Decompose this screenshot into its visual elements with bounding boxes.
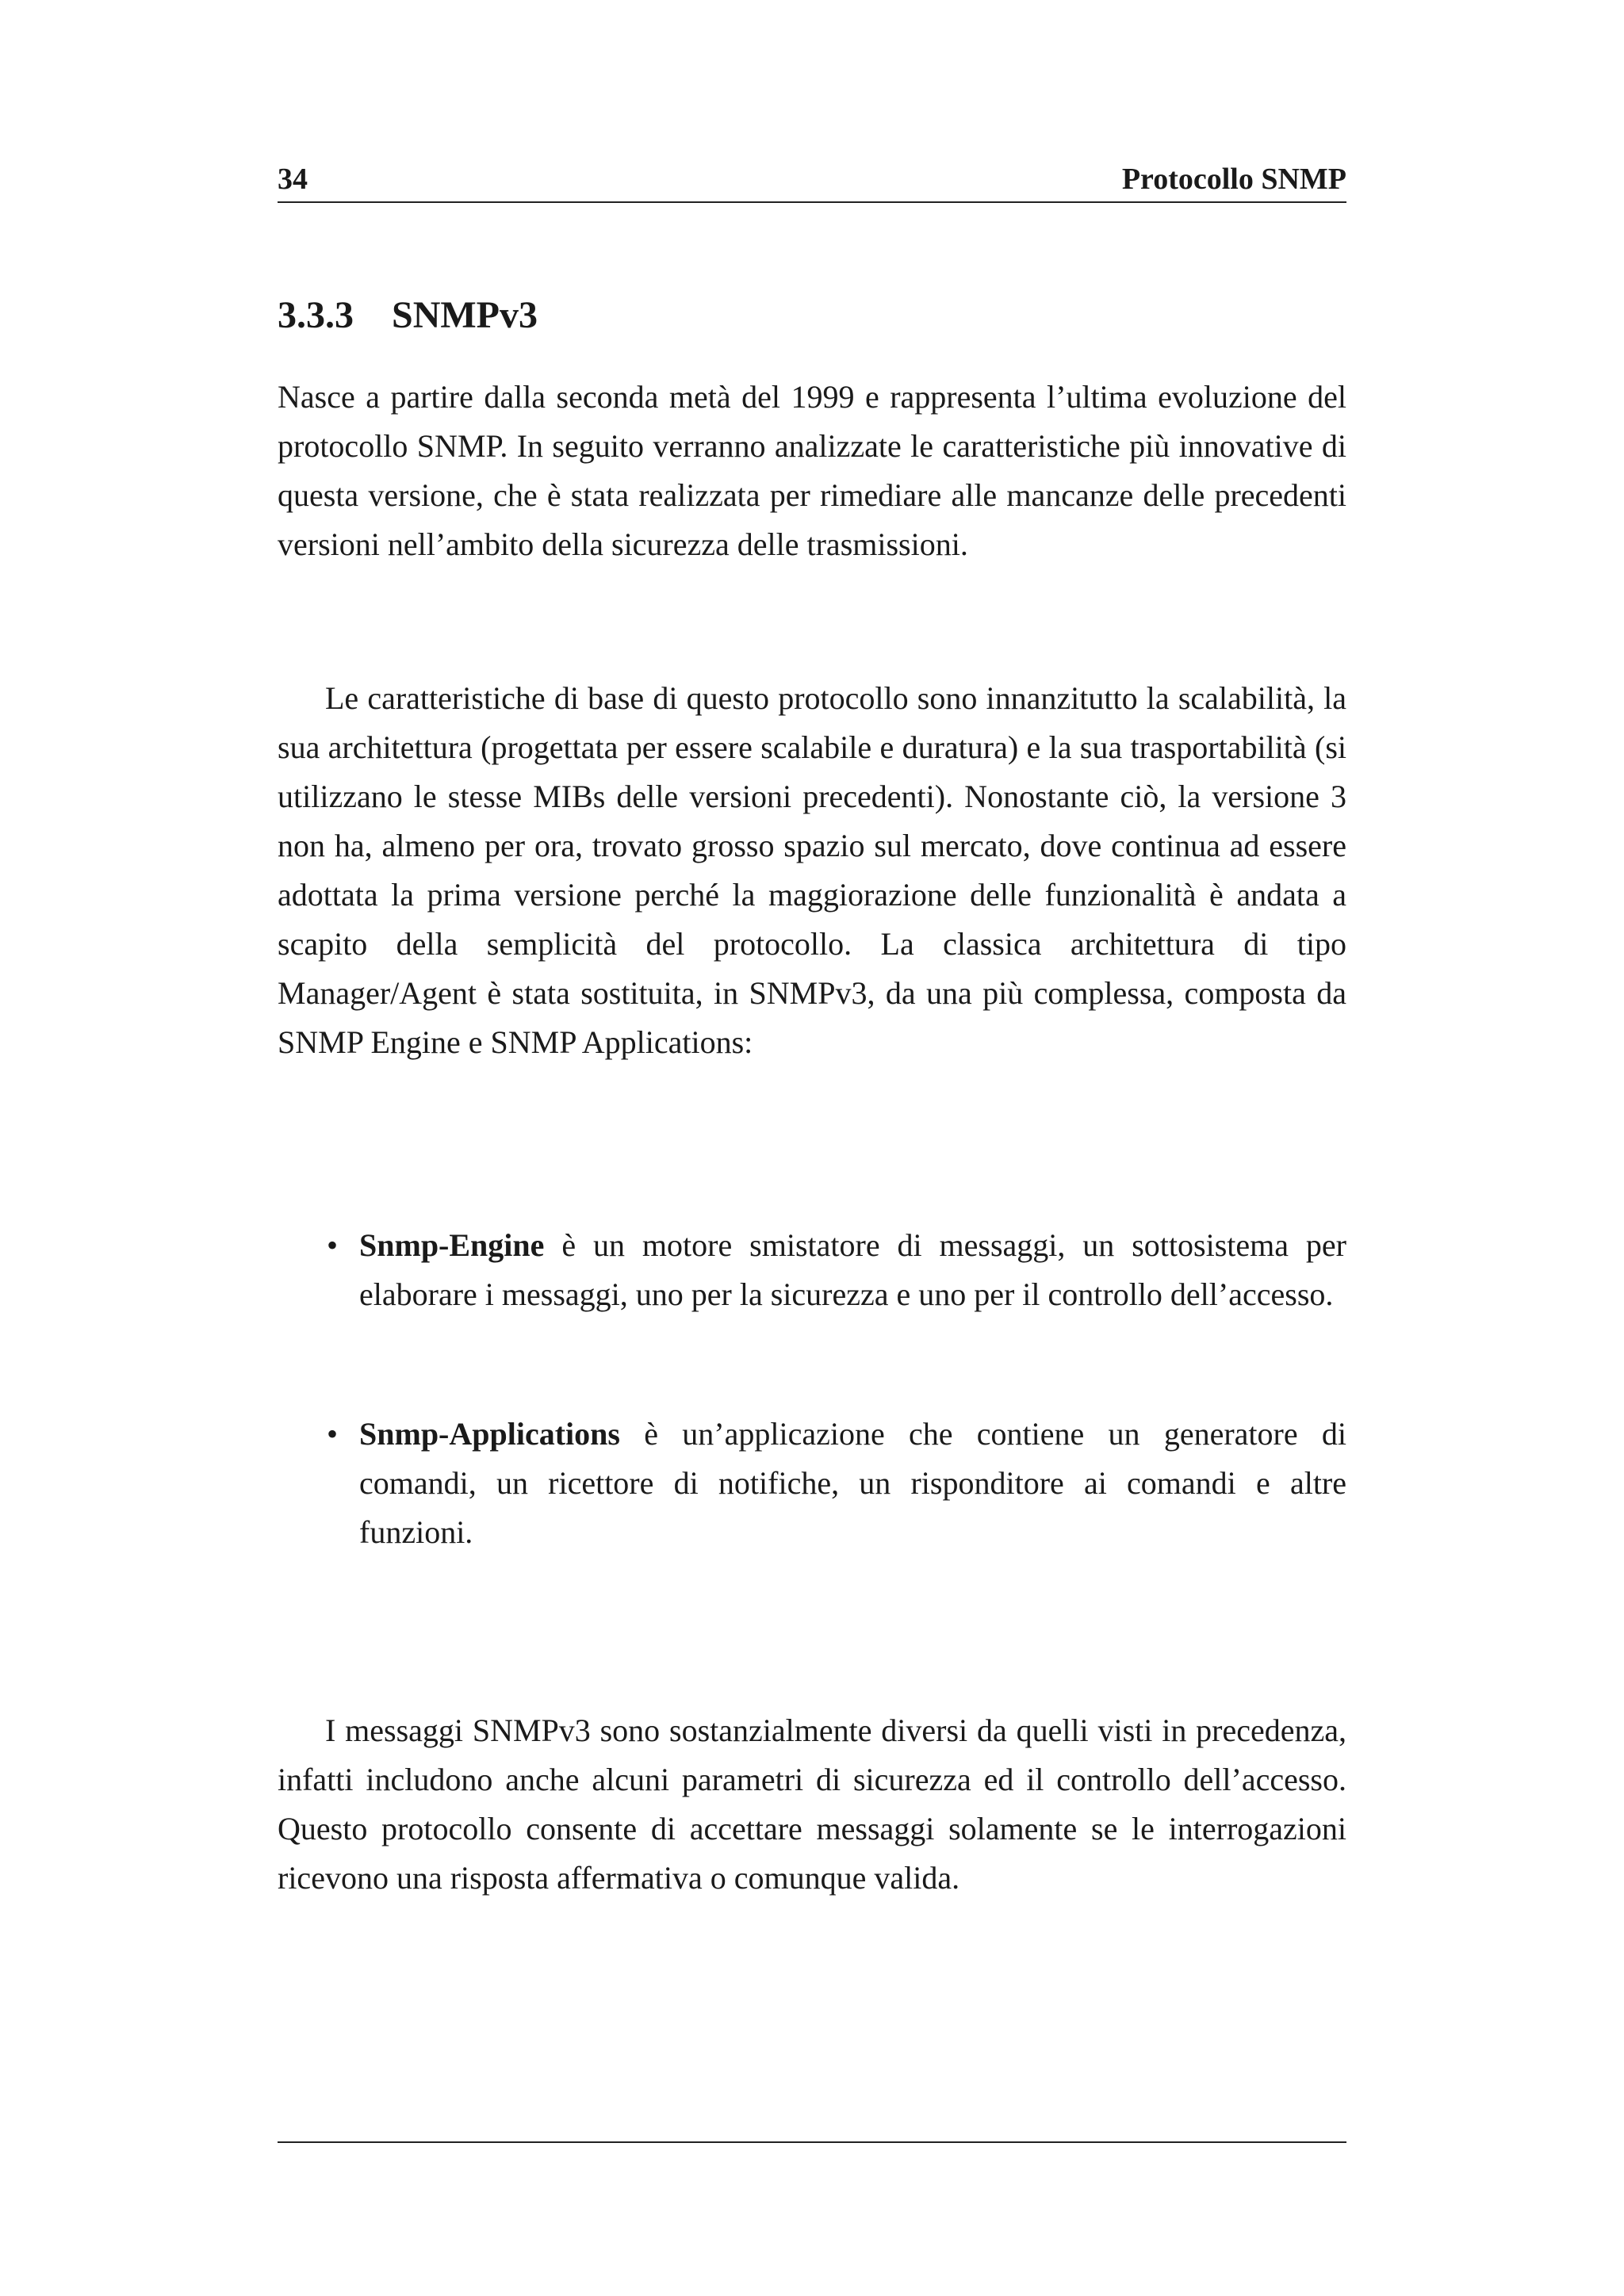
list-item	[278, 1221, 1346, 1319]
section-heading	[278, 293, 538, 337]
bullet-icon: •	[327, 1416, 339, 1452]
running-title: Protocollo SNMP	[1121, 163, 1346, 196]
bullet-icon: •	[327, 1227, 339, 1263]
footer-rule	[278, 2141, 1346, 2143]
list-item	[278, 1410, 1346, 1557]
page-number: 34	[278, 163, 308, 196]
bullet-term: Snmp-Applications	[359, 1416, 620, 1452]
running-header	[278, 159, 1346, 203]
paragraph-intro: Nasce a partire dalla seconda metà del 1999 e rappresenta l’ultima evoluzione del protocollo SNMP. In seguito verranno analizzate le caratteristiche più innovative di questa versione, che è stata realizzata per rimediare alle mancanze delle precedenti versioni nell’ambito della sicurezza delle trasmissioni.	[278, 379, 1346, 562]
section-title: SNMPv3	[392, 294, 538, 336]
bullet-text: è un’applicazione che contiene un generatore di comandi, un ricettore di notifiche, un risponditore ai comandi e altre funzioni.	[359, 1416, 1346, 1550]
bullet-text: è un motore smistatore di messaggi, un sottosistema per elaborare i messaggi, uno per la sicurezza e uno per il controllo dell’accesso.	[359, 1227, 1346, 1312]
bullet-term: Snmp-Engine	[359, 1227, 545, 1263]
section-number: 3.3.3	[278, 294, 354, 336]
bullet-list	[278, 1221, 1346, 1557]
paragraph-characteristics: Le caratteristiche di base di questo protocollo sono innanzitutto la scalabilità, la sua architettura (progettata per essere scalabile e duratura) e la sua trasportabilità (si utilizzano le stesse MIBs delle versioni precedenti). Nonostante ciò, la versione 3 non ha, almeno per ora, trovato grosso spazio sul mercato, dove continua ad essere adottata la prima versione perché la maggiorazione delle funzionalità è andata a scapito della semplicità del protocollo. La classica architettura di tipo Manager/Agent è stata sostituita, in SNMPv3, da una più complessa, composta da SNMP Engine e SNMP Applications:	[278, 680, 1346, 1060]
document-page	[278, 0, 1346, 2296]
paragraph-messages: I messaggi SNMPv3 sono sostanzialmente diversi da quelli visti in precedenza, infatti includono anche alcuni parametri di sicurezza ed il controllo dell’accesso. Questo protocollo consente di accettare messaggi solamente se le interrogazioni ricevono una risposta affermativa o comunque valida.	[278, 1712, 1346, 1896]
